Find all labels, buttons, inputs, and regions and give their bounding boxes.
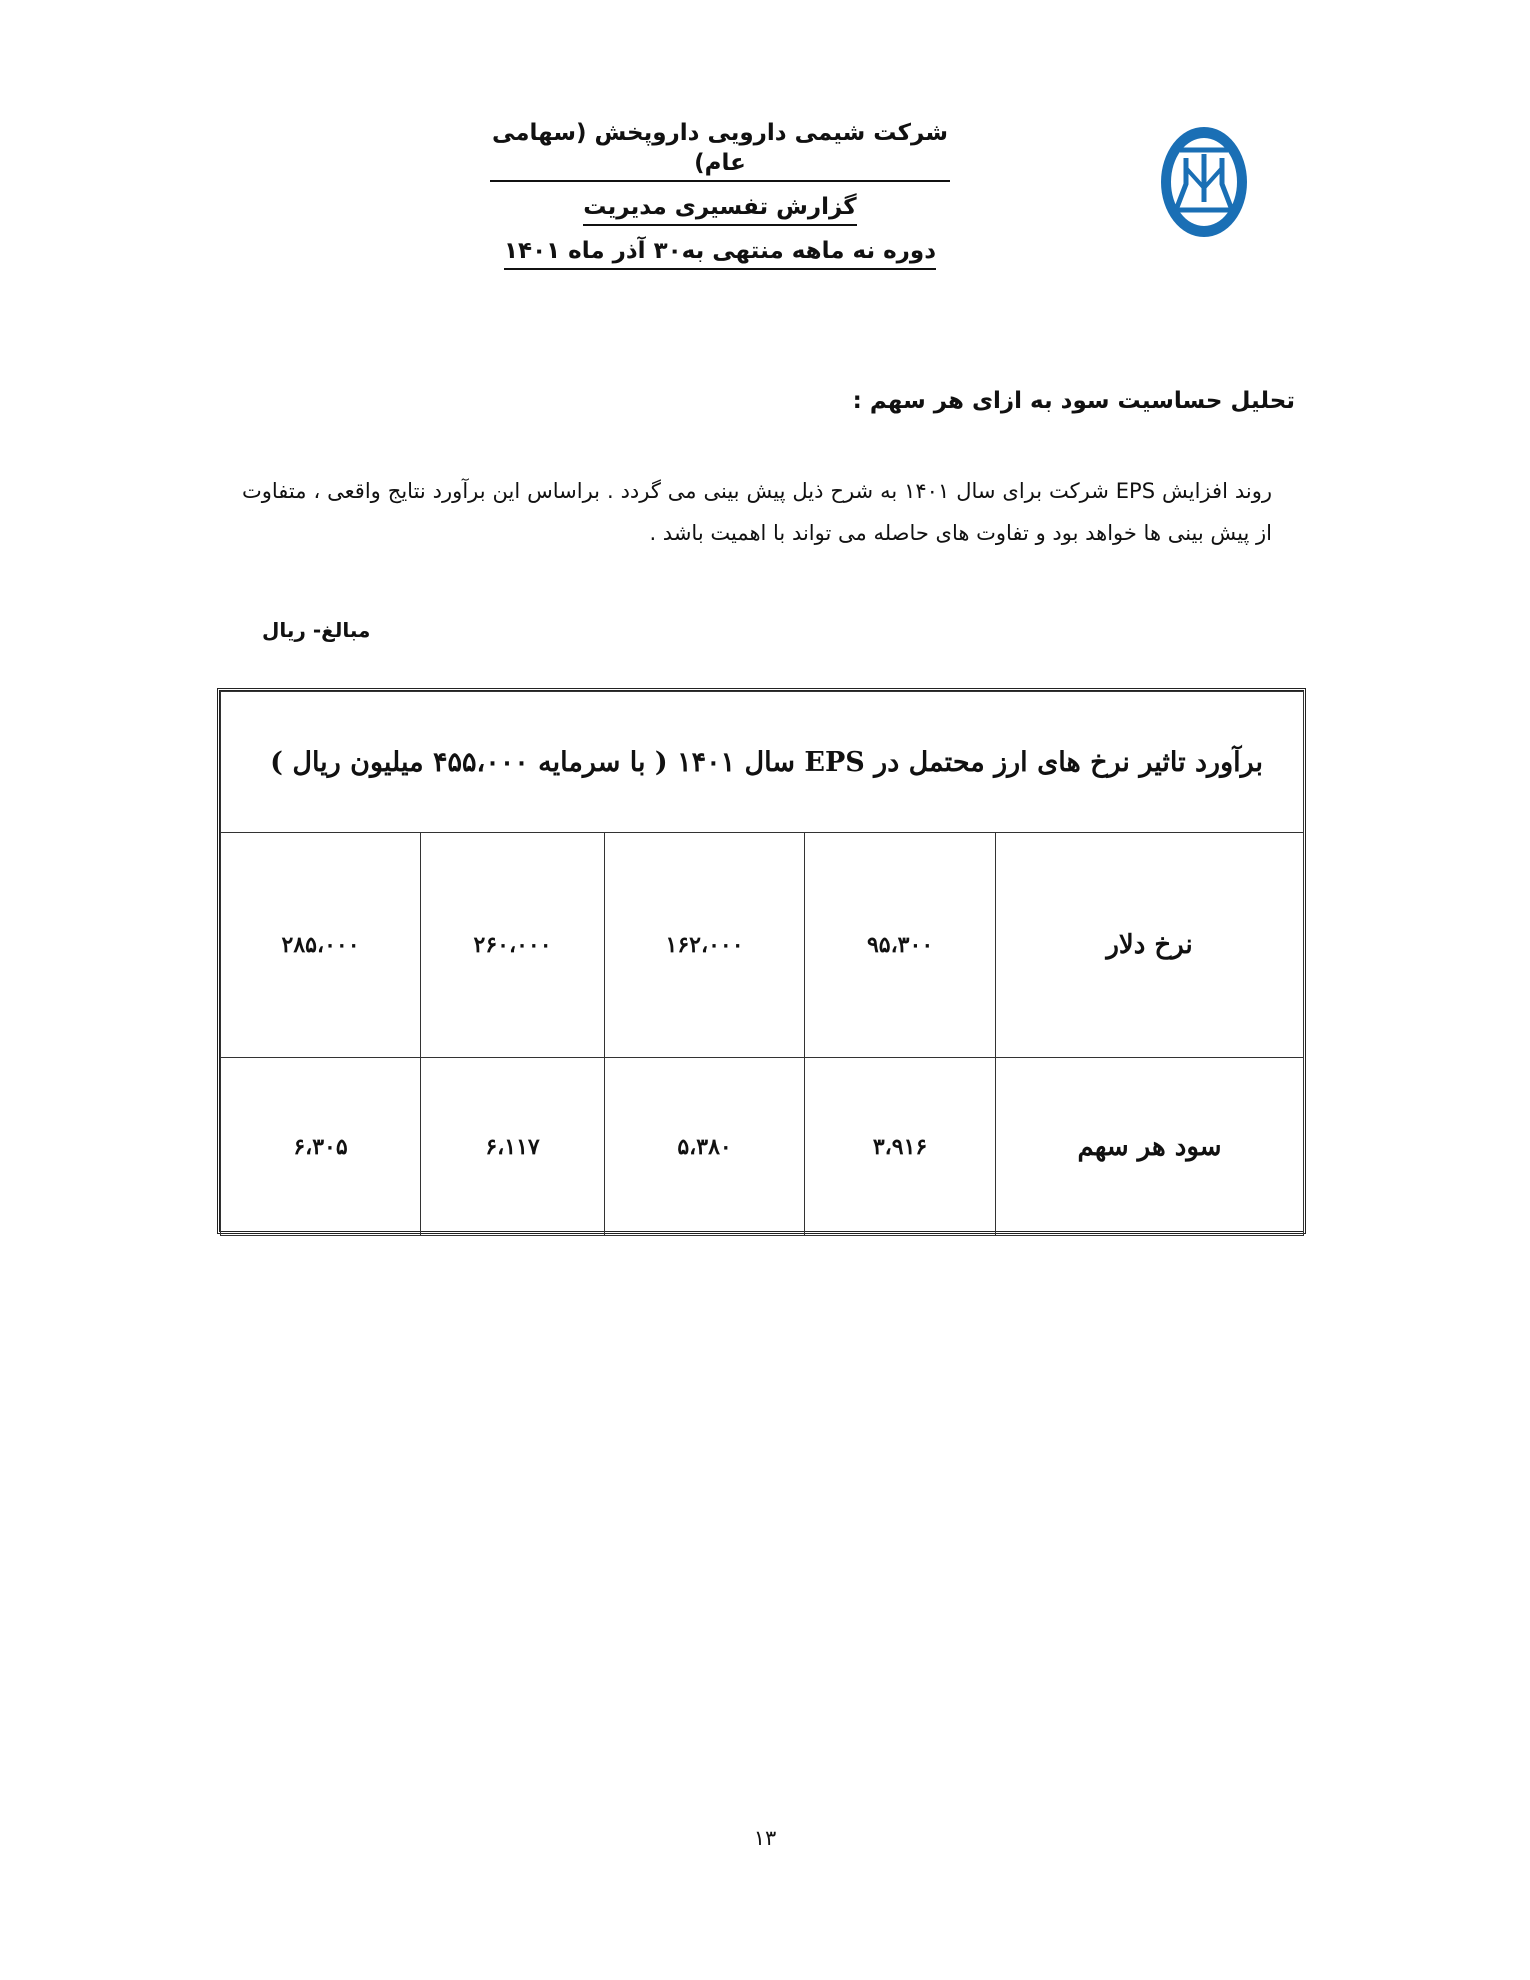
table-cell: ۱۶۲،۰۰۰ [605,833,805,1058]
eps-table [220,691,1304,1236]
document-header [490,118,950,280]
table-row [221,1058,1304,1236]
company-logo [1158,124,1250,240]
table-cell: ۵،۳۸۰ [605,1058,805,1236]
table-cell: ۹۵،۳۰۰ [805,833,996,1058]
intro-paragraph: روند افزایش EPS شرکت برای سال ۱۴۰۱ به شرح ذیل پیش بینی می گردد . براساس این برآورد نتایج واقعی ، متفاوت از پیش بینی ها خواهد بود و تفاوت های حاصله می تواند با اهمیت باشد . [242,479,1272,545]
table-cell: ۲۶۰،۰۰۰ [421,833,605,1058]
company-name: شرکت شیمی دارویی داروپخش (سهامی عام) [490,118,950,182]
eps-sensitivity-table [217,688,1306,1234]
amount-unit-label: مبالغ- ریال [262,618,371,642]
section-title: تحلیل حساسیت سود به ازای هر سهم : [852,388,1295,414]
table-title: برآورد تاثیر نرخ های ارز محتمل در EPS سال ۱۴۰۱ ( با سرمایه ۴۵۵،۰۰۰ میلیون ریال ) [221,692,1304,833]
table-cell: ۶،۳۰۵ [221,1058,421,1236]
page-number: ۱۳ [753,1826,777,1850]
row-label-dollar-rate: نرخ دلار [996,833,1304,1058]
table-cell: ۳،۹۱۶ [805,1058,996,1236]
row-label-eps: سود هر سهم [996,1058,1304,1236]
table-row [221,833,1304,1058]
table-title-row [221,692,1304,833]
table-cell: ۶،۱۱۷ [421,1058,605,1236]
report-title: گزارش تفسیری مدیریت [583,192,856,226]
report-period: دوره نه ماهه منتهی به۳۰ آذر ماه ۱۴۰۱ [504,236,936,270]
table-cell: ۲۸۵،۰۰۰ [221,833,421,1058]
